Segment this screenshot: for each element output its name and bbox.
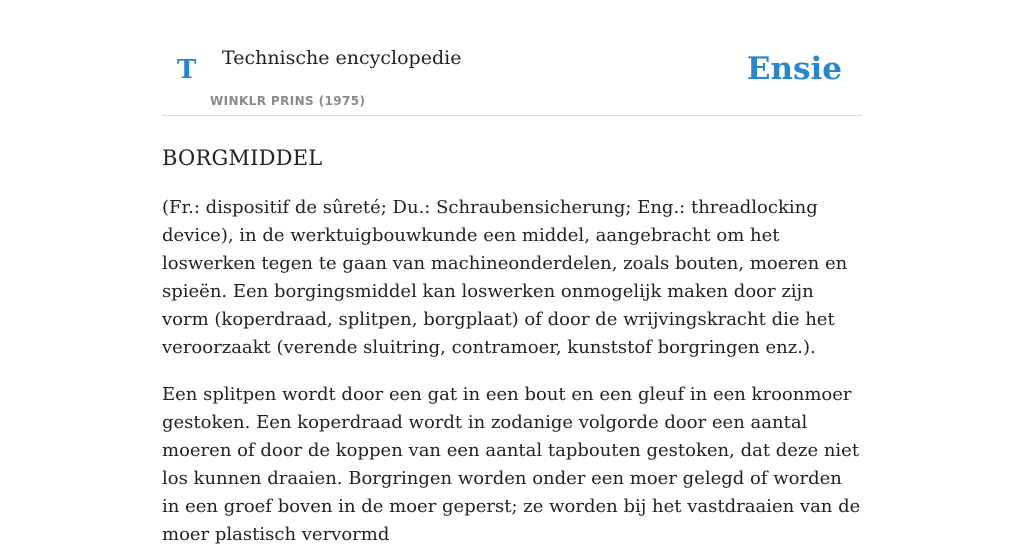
source-title-link[interactable]: Technische encyclopedie (222, 47, 462, 69)
source-logo[interactable]: T (177, 55, 197, 85)
source-header (162, 0, 862, 116)
entry-title: BORGMIDDEL (162, 146, 323, 170)
source-subtitle: WINKLR PRINS (1975) (210, 94, 366, 108)
article-paragraph: Een splitpen wordt door een gat in een bout en een gleuf in een kroonmoer gestoken. Een koperdraad wordt in zodanige volgorde door een aantal moeren of door de koppen van een aantal tapbouten gestoken, dat deze niet los kunnen draaien. Borgringen worden onder een moer gelegd of worden in een groef boven in de moer geperst; ze worden bij het vastdraaien van de moer plastisch vervormd (162, 384, 861, 545)
article-paragraph: (Fr.: dispositif de sûreté; Du.: Schraubensicherung; Eng.: threadlocking device), in de werktuigbouwkunde een middel, aangebracht om het loswerken tegen te gaan van machineonderdelen, zoals bouten, moeren en spieën. Een borgingsmiddel kan loswerken onmogelijk maken door zijn vorm (koperdraad, splitpen, borgplaat) of door de wrijvingskracht die het veroorzaakt (verende sluitring, contramoer, kunststof borgringen enz.). (162, 197, 848, 358)
brand-logo[interactable]: Ensie (746, 51, 842, 87)
article-page (162, 0, 862, 549)
